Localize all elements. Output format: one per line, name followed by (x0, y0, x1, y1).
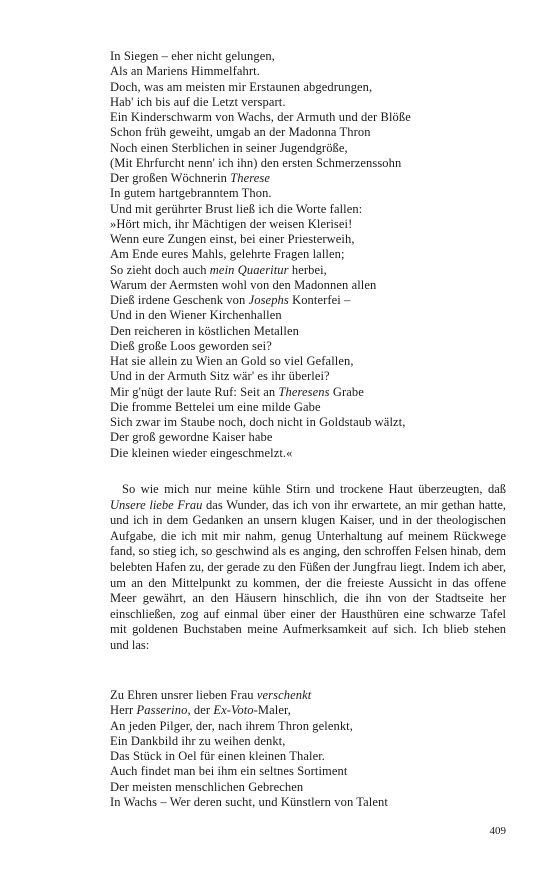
verse-line: Zu Ehren unsrer lieben Frau verschenkt (110, 688, 312, 702)
verse-line: Das Stück in Oel für einen kleinen Thaler. (110, 749, 326, 763)
verse-line: In Wachs – Wer deren sucht, und Künstlern von Talent (110, 794, 388, 809)
italic-text: Therese (230, 171, 271, 185)
verse-line: Doch, was am meisten mir Erstaunen abgedrungen, (110, 79, 373, 94)
verse-line: Schon früh geweiht, umgab an der Madonna Thron (110, 125, 371, 140)
italic-text: Theresens (278, 384, 330, 399)
italic-text: Unsere liebe Frau (110, 497, 203, 512)
verse-line: Noch einen Sterblichen in seiner Jugendgröße, (110, 140, 348, 155)
verse-line: In Siegen – eher nicht gelungen, (110, 49, 275, 63)
verse-line: Der großen Wöchnerin Therese (110, 171, 271, 185)
verse-line: Mir g'nügt der laute Ruf: Seit an Theresens Grabe (110, 384, 364, 399)
verse-block-1 (110, 49, 506, 461)
verse-line: Am Ende eures Mahls, gelehrte Fragen lallen; (110, 247, 345, 262)
verse-line: Hab' ich bis auf die Letzt verspart. (110, 94, 286, 109)
verse-line: Herr Passerino, der Ex-Voto-Maler, (110, 703, 291, 718)
verse-line: Sich zwar im Staube noch, doch nicht in Goldstaub wälzt, (110, 415, 406, 429)
verse-line: Die fromme Bettelei um eine milde Gabe (110, 399, 321, 414)
italic-text: Josephs (248, 293, 289, 307)
verse-block-2 (110, 688, 506, 810)
verse-line: Und mit gerührter Brust ließ ich die Worte fallen: (110, 201, 363, 216)
verse-line: Ein Kinderschwarm von Wachs, der Armuth und der Blöße (110, 110, 411, 124)
italic-text: verschenkt (256, 688, 312, 702)
verse-line: Dieß irdene Geschenk von Josephs Konterfei – (110, 293, 351, 307)
verse-line: Und in der Armuth Sitz wär' es ihr überlei? (110, 369, 330, 384)
verse-line: Als an Mariens Himmelfahrt. (110, 64, 260, 79)
verse-line: Dieß große Loos geworden sei? (110, 338, 272, 353)
verse-line: (Mit Ehrfurcht nenn' ich ihn) den ersten Schmerzenssohn (110, 155, 402, 170)
prose-paragraph (110, 482, 506, 654)
paragraph-text: So wie mich nur meine kühle Stirn und trockene Haut überzeugten, daß Unsere liebe Frau das Wunder, das ich von ihr erwartete, an mir gethan hatte, und ich in dem Gedanken an unsern klugen Kaiser, und in der theologischen Aufgabe, die ich mit mir nahm, genug Unterhaltung auf meinem Rückwege fand, so stieg ich, so geschwind als es anging, den schroffen Felsen hinab, dem belebten Hafen zu, der gerade zu den Füßen der Jungfrau liegt. Indem ich aber, um an den Mittelpunkt zu kommen, der die freieste Aussicht in das offene Meer gewährt, an den Häusern hinschlich, die ihn von der Stadtseite her einschließen, zog auf einmal über einer der Hausthüren eine schwarze Tafel mit goldenen Buchstaben meine Aufmerksamkeit auf sich. Ich blieb stehen und las: (110, 482, 506, 652)
verse-line: Der groß gewordne Kaiser habe (110, 430, 273, 445)
verse-line: Wenn eure Zungen einst, bei einer Priesterweih, (110, 232, 355, 246)
verse-line: Ein Dankbild ihr zu weihen denkt, (110, 733, 286, 748)
verse-line: Hat sie allein zu Wien an Gold so viel Gefallen, (110, 354, 354, 368)
verse-line: Auch findet man bei ihm ein seltnes Sortiment (110, 764, 348, 779)
verse-line: In gutem hartgebranntem Thon. (110, 186, 272, 201)
verse-line: So zieht doch auch mein Quaeritur herbei, (110, 262, 327, 277)
verse-line: Warum der Aermsten wohl von den Madonnen allen (110, 277, 377, 292)
italic-text: mein Quaeritur (209, 262, 289, 277)
italic-text: Ex-Voto (213, 703, 254, 718)
verse-line: Die kleinen wieder eingeschmelzt.« (110, 445, 293, 460)
verse-line: Den reicheren in köstlichen Metallen (110, 323, 299, 338)
verse-line: An jeden Pilger, der, nach ihrem Thron gelenkt, (110, 718, 353, 733)
verse-line: »Hört mich, ihr Mächtigen der weisen Klerisei! (110, 216, 353, 231)
page-number: 409 (489, 825, 506, 837)
verse-line: Der meisten menschlichen Gebrechen (110, 779, 304, 794)
italic-text: Passerino (136, 703, 188, 718)
verse-line: Und in den Wiener Kirchenhallen (110, 308, 282, 323)
